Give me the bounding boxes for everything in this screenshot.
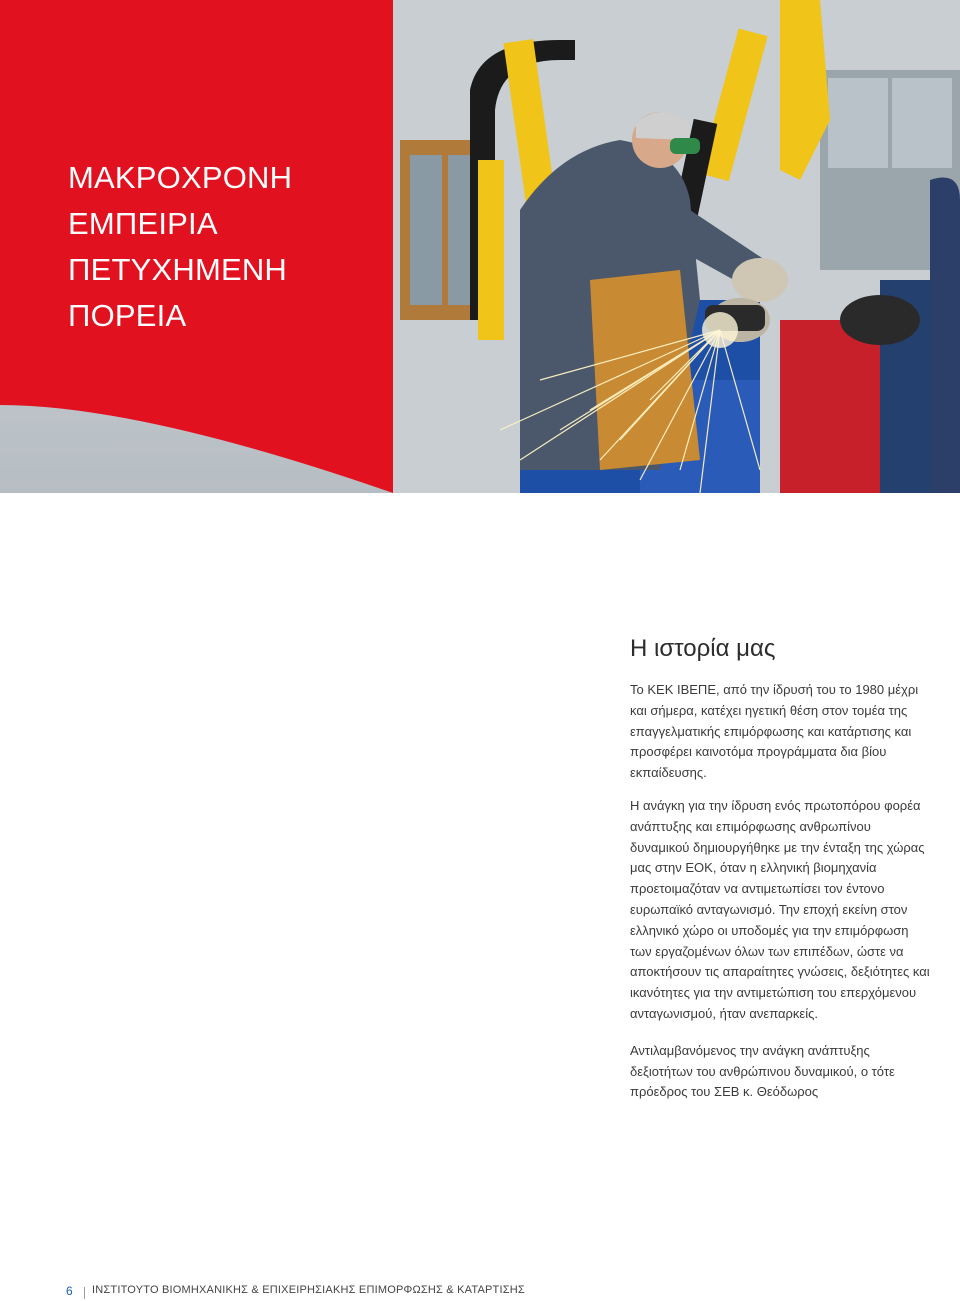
story-paragraph-3: Αντιλαμβανόμενος την ανάγκη ανάπτυξης δεξιοτήτων του ανθρώπινου δυναμικού, ο τότε πρόεδρος του ΣΕΒ κ. Θεόδωρος [630, 1042, 895, 1100]
footer-divider [84, 1287, 85, 1299]
story-paragraph-1: Το ΚΕΚ ΙΒΕΠΕ, από την ίδρυσή του το 1980 μέχρι και σήμερα, κατέχει ηγετική θέση στον τομέα της επαγγελματικής επιμόρφωσης και κατάρτισης και προσφέρει καινοτόμα προγράμματα δια βίου εκπαίδευσης. [630, 682, 919, 781]
headline [68, 155, 368, 339]
story-section [630, 634, 930, 1119]
headline-line-2: ΕΜΠΕΙΡΙΑ [68, 206, 218, 241]
page-number: 6 [66, 1284, 73, 1298]
red-title-panel [0, 0, 960, 493]
footer-organization: ΙΝΣΤΙΤΟΥΤΟ ΒΙΟΜΗΧΑΝΙΚΗΣ & ΕΠΙΧΕΙΡΗΣΙΑΚΗΣ ΕΠΙΜΟΡΦΩΣΗΣ & ΚΑΤΑΡΤΙΣΗΣ [92, 1284, 525, 1296]
headline-line-1: ΜΑΚΡΟΧΡΟΝΗ [68, 160, 293, 195]
headline-line-4: ΠΟΡΕΙΑ [68, 298, 187, 333]
headline-line-3: ΠΕΤΥΧΗΜΕΝΗ [68, 252, 288, 287]
page-footer [0, 1284, 960, 1301]
story-title: Η ιστορία μας [630, 635, 776, 662]
story-paragraph-2: Η ανάγκη για την ίδρυση ενός πρωτοπόρου φορέα ανάπτυξης και επιμόρφωσης ανθρωπίνου δυναμικού δημιουργήθηκε με την ένταξη της χώρας μας στην ΕΟΚ, όταν η ελληνική βιομηχανία προετοιμαζόταν να αντιμετωπίσει τον έντονο ευρωπαϊκό ανταγωνισμό. Την εποχή εκείνη στον ελληνικό χώρο οι υποδομές για την επιμόρφωση των εργαζομένων όλων των επιπέδων, ώστε να αποκτήσουν τις απαραίτητες γνώσεις, δεξιότητες και ικανότητες για την αντιμετώπιση του επερχόμενου ανταγωνισμού, ήταν ανεπαρκείς. [630, 797, 930, 1021]
